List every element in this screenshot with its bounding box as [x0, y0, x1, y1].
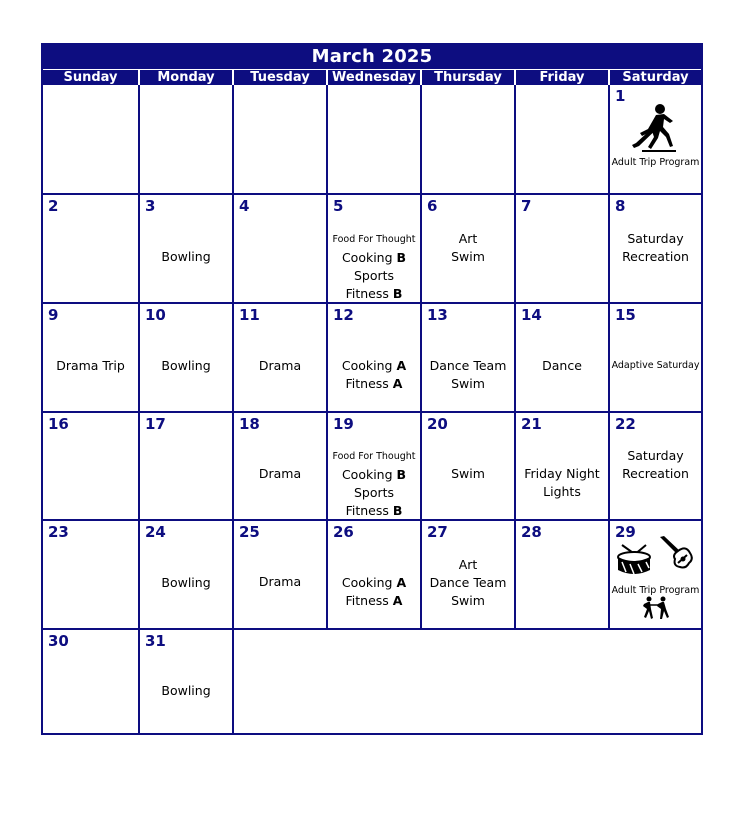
- day-number: 20: [427, 415, 448, 433]
- calendar-grid: [43, 85, 701, 734]
- day-number: 11: [239, 306, 260, 324]
- event-list: [234, 357, 326, 375]
- dancers-icon: [641, 596, 671, 620]
- event-swim: Swim: [451, 249, 485, 264]
- event-list: [422, 465, 514, 483]
- event-list: [234, 573, 326, 591]
- day-number: 30: [48, 632, 69, 650]
- day-cell-27[interactable]: [420, 519, 514, 628]
- day-cell-20[interactable]: [420, 411, 514, 519]
- day-number: 5: [333, 197, 344, 215]
- day-cell-6[interactable]: [420, 193, 514, 302]
- day-cell-empty: [138, 85, 232, 193]
- day-cell-9[interactable]: [43, 302, 138, 411]
- event-list: [422, 357, 514, 393]
- day-number: 18: [239, 415, 260, 433]
- day-number: 6: [427, 197, 438, 215]
- day-number: 29: [615, 523, 636, 541]
- day-number: 8: [615, 197, 626, 215]
- event-drama: Drama: [258, 358, 302, 373]
- event-recreation: Recreation: [622, 249, 689, 264]
- calendar: [41, 43, 703, 735]
- weekday-sunday: Sunday: [43, 69, 138, 85]
- event-cooking: Cooking B: [341, 467, 407, 482]
- event-bowling: Bowling: [161, 358, 211, 373]
- event-food-for-thought: Food For Thought: [332, 234, 416, 245]
- day-number: 19: [333, 415, 354, 433]
- event-list: [234, 465, 326, 483]
- event-dance-team: Dance Team: [429, 575, 507, 590]
- day-cell-30[interactable]: [43, 628, 138, 734]
- event-recreation: Recreation: [622, 466, 689, 481]
- day-cell-10[interactable]: [138, 302, 232, 411]
- event-bowling: Bowling: [161, 575, 211, 590]
- day-number: 24: [145, 523, 166, 541]
- event-bowling: Bowling: [161, 249, 211, 264]
- event-bowling: Bowling: [161, 683, 211, 698]
- day-cell-empty: [514, 85, 608, 193]
- day-cell-12[interactable]: [326, 302, 420, 411]
- day-cell-17[interactable]: [138, 411, 232, 519]
- day-cell-empty: [326, 85, 420, 193]
- day-number: 1: [615, 87, 626, 105]
- day-cell-24[interactable]: [138, 519, 232, 628]
- event-list: [422, 556, 514, 610]
- event-adaptive-saturday: Adaptive Saturday: [611, 360, 700, 371]
- month-title: March 2025: [43, 45, 701, 69]
- event-food-for-thought: Food For Thought: [332, 451, 416, 462]
- event-dance-team: Dance Team: [429, 358, 507, 373]
- event-list: [516, 357, 608, 375]
- event-art: Art: [458, 231, 478, 246]
- event-drama: Drama: [258, 466, 302, 481]
- event-cooking: Cooking A: [341, 358, 407, 373]
- weekday-friday: Friday: [514, 69, 608, 85]
- day-number: 23: [48, 523, 69, 541]
- day-cell-empty: [232, 85, 326, 193]
- event-list: [140, 357, 232, 375]
- day-number: 3: [145, 197, 156, 215]
- event-friday-night: Friday Night: [524, 466, 600, 481]
- day-number: 9: [48, 306, 59, 324]
- day-number: 21: [521, 415, 542, 433]
- day-cell-18[interactable]: [232, 411, 326, 519]
- event-fitness: Fitness B: [345, 286, 403, 301]
- day-number: 16: [48, 415, 69, 433]
- day-cell-16[interactable]: [43, 411, 138, 519]
- day-cell-28[interactable]: [514, 519, 608, 628]
- day-number: 14: [521, 306, 542, 324]
- day-number: 27: [427, 523, 448, 541]
- day-cell-2[interactable]: [43, 193, 138, 302]
- day-number: 2: [48, 197, 59, 215]
- event-fitness: Fitness A: [345, 593, 403, 608]
- event-saturday: Saturday: [627, 231, 684, 246]
- event-list: [516, 465, 608, 501]
- event-list: [140, 248, 232, 266]
- day-number: 15: [615, 306, 636, 324]
- adult-trip-caption: Adult Trip Program: [611, 585, 700, 596]
- day-cell-4[interactable]: [232, 193, 326, 302]
- event-fitness: Fitness A: [345, 376, 403, 391]
- day-number: 7: [521, 197, 532, 215]
- day-cell-13[interactable]: [420, 302, 514, 411]
- event-lights: Lights: [543, 484, 581, 499]
- event-sports: Sports: [353, 268, 395, 283]
- empty-trailing-area: [232, 628, 701, 734]
- day-cell-8[interactable]: [608, 193, 701, 302]
- weekday-monday: Monday: [138, 69, 232, 85]
- day-number: 26: [333, 523, 354, 541]
- event-list: [610, 230, 701, 266]
- day-number: 4: [239, 197, 250, 215]
- weekday-wednesday: Wednesday: [326, 69, 420, 85]
- guitar-icon: [656, 535, 696, 571]
- weekday-tuesday: Tuesday: [232, 69, 326, 85]
- event-list: [328, 574, 420, 610]
- day-cell-3[interactable]: [138, 193, 232, 302]
- day-cell-empty: [43, 85, 138, 193]
- day-cell-26[interactable]: [326, 519, 420, 628]
- day-number: 25: [239, 523, 260, 541]
- day-cell-21[interactable]: [514, 411, 608, 519]
- event-list: [328, 357, 420, 393]
- day-cell-7[interactable]: [514, 193, 608, 302]
- event-list: [422, 230, 514, 266]
- day-number: 28: [521, 523, 542, 541]
- weekday-header: [43, 69, 701, 85]
- event-drama: Drama: [258, 574, 302, 589]
- day-cell-19[interactable]: [326, 411, 420, 519]
- day-cell-empty: [420, 85, 514, 193]
- event-swim: Swim: [451, 376, 485, 391]
- day-number: 31: [145, 632, 166, 650]
- day-cell-11[interactable]: [232, 302, 326, 411]
- event-cooking: Cooking B: [341, 250, 407, 265]
- day-cell-31[interactable]: [138, 628, 232, 734]
- day-cell-15[interactable]: [608, 302, 701, 411]
- event-list: [610, 447, 701, 483]
- drum-icon: [616, 543, 652, 577]
- adult-trip-caption: Adult Trip Program: [611, 157, 700, 168]
- event-list: [43, 357, 138, 375]
- event-cooking: Cooking A: [341, 575, 407, 590]
- day-number: 10: [145, 306, 166, 324]
- day-cell-23[interactable]: [43, 519, 138, 628]
- day-number: 13: [427, 306, 448, 324]
- day-cell-25[interactable]: [232, 519, 326, 628]
- event-sports: Sports: [353, 485, 395, 500]
- event-swim: Swim: [451, 593, 485, 608]
- event-swim: Swim: [451, 466, 485, 481]
- event-list: [328, 231, 420, 303]
- day-cell-22[interactable]: [608, 411, 701, 519]
- event-list: [328, 448, 420, 520]
- day-cell-5[interactable]: [326, 193, 420, 302]
- day-number: 22: [615, 415, 636, 433]
- event-fitness: Fitness B: [345, 503, 403, 518]
- event-dance: Dance: [542, 358, 582, 373]
- weekday-saturday: Saturday: [608, 69, 701, 85]
- day-number: 17: [145, 415, 166, 433]
- event-list: [610, 357, 701, 375]
- event-list: [140, 574, 232, 592]
- event-list: [140, 682, 232, 700]
- hockey-player-icon: [630, 103, 678, 153]
- day-cell-14[interactable]: [514, 302, 608, 411]
- event-saturday: Saturday: [627, 448, 684, 463]
- day-cell-1[interactable]: [608, 85, 701, 193]
- day-number: 12: [333, 306, 354, 324]
- event-art: Art: [458, 557, 478, 572]
- day-cell-29[interactable]: [608, 519, 701, 628]
- weekday-thursday: Thursday: [420, 69, 514, 85]
- event-drama-trip: Drama Trip: [56, 358, 125, 373]
